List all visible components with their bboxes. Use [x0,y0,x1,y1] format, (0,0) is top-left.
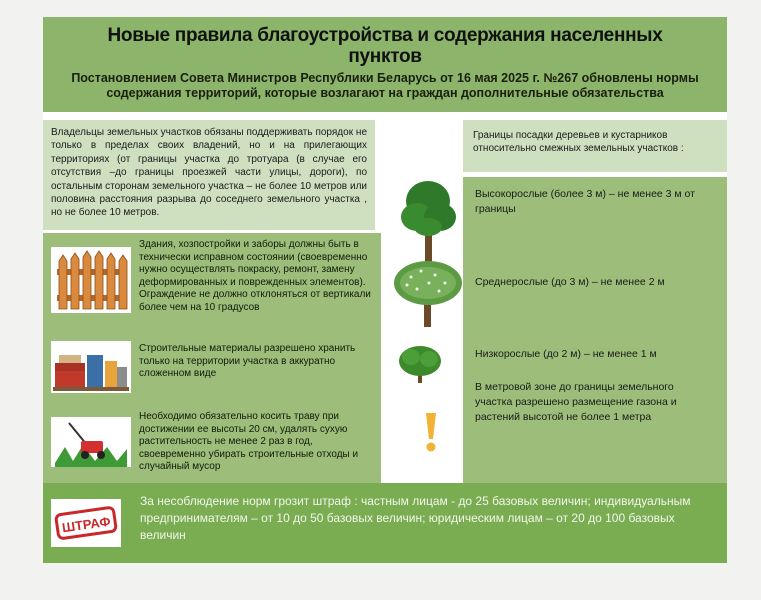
trees-intro-text: Границы посадки деревьев и кустарников относительно смежных земельных участков : [463,120,727,172]
trees-panel [463,177,727,487]
medium-tree-label: Среднерослые (до 3 м) – не менее 2 м [475,276,665,288]
shrub-icon [397,339,443,388]
building-materials-icon [51,341,131,393]
owners-obligations-text: Владельцы земельных участков обязаны поддерживать порядок не только в пределах своих владений, но и на прилегающих территориях (от границы участка до тротуара (в случае его отсутствия –до границы проезжей части улицы, дороги), по остальным сторонам земельного участка – не более 10 метров или половина расстояния разрыва до соседнего земельного участка , но не более 10 метров. [43,120,375,230]
rule-text-mowing: Необходимо обязательно косить траву при достижении ее высоты 20 см, удалять сухую растительность не менее 2 раз в год, своевременно убирать строительные отходы и случайный мусор [139,411,359,473]
page-title: Новые правила благоустройства и содержания населенных пунктов [107,25,663,67]
fine-stamp-icon [51,499,121,547]
svg-text:ШТРАФ: ШТРАФ [61,513,112,536]
rules-panel [43,233,381,488]
exclamation-icon [421,411,441,458]
page-subtitle: Постановлением Совета Министров Республики Беларусь от 16 мая 2025 г. №267 обновлены нормы содержания территорий, которые возлагают на граждан дополнительные обязательства [71,71,699,100]
rule-item-materials [43,333,381,393]
header-banner [43,17,727,112]
rule-text-fence: Здания, хозпостройки и заборы должны быть в технически исправном состоянии (своевременно нужно осуществлять покраску, ремонт, замену деформированных и поврежденных элементов). Ограждение не должно отклоняться от вертикали более чем на 10 градусов [139,239,371,313]
fine-banner [43,483,727,563]
tall-tree-icon [395,179,461,268]
lawn-zone-label: В метровой зоне до границы земельного участка разрешено размещение газона и растений высотой не более 1 метра [475,381,677,423]
shrub-label: Низкорослые (до 2 м) – не менее 1 м [475,348,657,360]
lawn-mower-icon [51,417,131,467]
rule-text-materials: Строительные материалы разрешено хранить только на территории участка в аккуратно сложенном виде [139,343,356,380]
medium-tree-icon [391,257,465,332]
rule-item-fence [43,233,381,333]
rule-item-mowing [43,403,381,483]
fine-text: За несоблюдение норм грозит штраф : частным лицам - до 25 базовых величин; индивидуальным предпринимателям – от 10 до 50 базовых величин; юридическим лицам – от 20 до 100 базовых величин [140,494,691,542]
poster [43,17,727,563]
tall-tree-label: Высокорослые (более 3 м) – не менее 3 м от границы [475,188,695,215]
fence-icon [51,247,131,313]
